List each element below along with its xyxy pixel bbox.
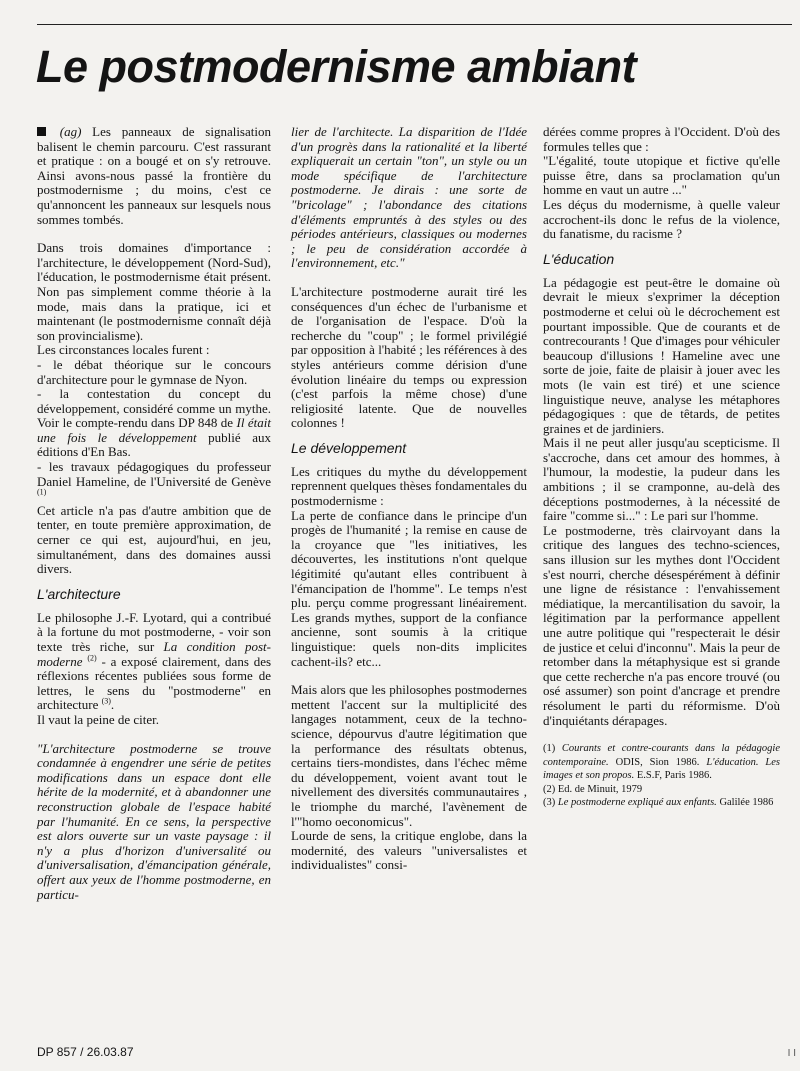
column-2 [291,125,527,873]
issue-footer: DP 857 / 26.03.87 [37,1045,134,1059]
column-1 [37,125,271,902]
lyotard-quote-continued: lier de l'architecte. La disparition de l'Idée d'un progrès dans la rationalité et la liberté expliquerait un certain "ton", un style ou un mode spécifique de l'architecture postmoderne. Je dirais : une sorte de "bricolage" ; l'abondance des citations d'éléments empruntés à des styles ou des périodes antérieurs, classiques ou modernes ; le peu de considération accordée à l'environnement, etc." [291,124,527,271]
paragraph: Les circonstances locales furent : [37,342,210,358]
book-title: Il était une fois le développement [37,415,271,445]
paragraph: Dans trois domaines d'importance : l'architecture, le développement (Nord-Sud), l'éducation, le postmodernisme était présent. Non pas simplement comme théorie à la mode, mais dans la pratique, ici et maintenant (le postmodernisme connaît déjà son provincialisme). [37,240,271,343]
paragraph: Mais alors que les philosophes postmodernes mettent l'accent sur la multiplicité des langages notamment, ceux de la techno-science, dépourvus d'autre légitimation que la performance des résultats obtenus, certains tiers-mondistes, dans l'échec même du développement, voient avant tout le nivellement des diversités communautaires , le triomphe du marché, l'avènement de l'"homo oeconomicus". [291,682,527,829]
list-item: - le débat théorique sur le concours d'architecture pour le gymnase de Nyon. [37,356,271,387]
paragraph: Les critiques du mythe du développement reprennent quelques thèses fondamentales du postmodernisme : [291,463,527,509]
book-title: La condition post-moderne [37,639,272,669]
section-heading-architecture: L'architecture [37,585,121,602]
paragraph: La pédagogie est peut-être le domaine où devrait le mieux s'exprimer la déception postmoderne et celui où le décrochement est pourtant impossible. Que de courants et de contrecourants ! Que d'images pour véhiculer beaucoup d'illusions ! Hameline avec une sorte de joie, faite de plaisir à jouer avec les mots (le vain est tiré) et une science linguistique neuve, analyse les métaphores pédagogiques : que de têtards, de petites graines et de jardiniers. [543,274,780,436]
footnote-2: (2) Ed. de Minuit, 1979 [543,783,643,795]
section-heading-development: Le développement [291,439,407,456]
paragraph: Il vaut la peine de citer. [37,711,160,727]
footnote-ref: (2) [87,653,97,663]
paragraph: Le postmoderne, très clairvoyant dans la critique des langues des techno-sciences, sans illusion sur les mythes dont l'Occident s'est nourri, cherche désespérément à définir une ligne de résistance : l'envahissement médiatique, la mercantilisation du savoir, la légitimation par la performance appellent une autre politique qui "respecterait le désir de justice et celui d'inconnu". Mais la peur de retomber dans la métaphysique est si grande que cette recherche n'a pas encore trouvé (ou osé assumer) son point d'ancrage et prendre résolument le parti du réformisme. D'où d'inquiétants dérapages. [543,522,780,728]
list-item: - les travaux pédagogiques du professeur Daniel Hameline, de l'Université de Genève $^{(1)}$ [37,459,271,497]
intro-paragraph [37,125,271,227]
paragraph: Le philosophe J.-F. Lyotard, qui a contribué à la fortune du mot postmoderne, - voir son texte très riche, sur La condition post-moderne $^{(2)}$ - a exposé clairement, dans des réflexions récentes publiées sous forme de lettres, le sens du "postmoderne" en architecture $^{(3)}$. [37,609,272,713]
paragraph: Lourde de sens, la critique englobe, dans la modernité, des valeurs "universalistes et individualistes" consi- [291,828,527,873]
footnotes [543,742,780,810]
top-rule [37,24,792,25]
footnote-ref: (3) [101,697,111,707]
lyotard-quote: "L'architecture postmoderne se trouve condamnée à engendrer une série de petites modifications dans un espace dont elle hérite de la modernité, et à abandonner une reconstruction globale de l'espace habité par l'humanité. En ce sens, la perspective est alors ouverte sur un vaste paysage : il n'y a plus d'horizon d'universalité ou d'universalisation, d'émancipation générale, offert aux yeux de l'homme postmoderne, en particu- [37,740,271,902]
paragraph: Mais il ne peut aller jusqu'au scepticisme. Il s'accroche, dans cet amour des hommes, à l'humour, la modestie, la pudeur dans les ambitions ; il se cramponne, au-delà des déceptions postmodernes, à la nécessité de faire "comme si..." : Le pari sur l'homme. [543,435,780,524]
quote: "L'égalité, toute utopique et fictive qu'elle puisse être, dans sa proclamation qu'un homme en vaut un autre ..." [543,153,780,198]
section-heading-education: L'éducation [543,250,615,267]
square-bullet-icon [37,127,46,136]
footnote-ref: (1) [37,487,47,497]
footnote-3: (3) Le postmoderne expliqué aux enfants. Galilée 1986 [543,797,774,809]
intro-text: Les panneaux de signalisation balisent le chemin parcouru. C'est rassurant et pratique : on a bougé et on s'y retrouve. Ainsi avons-nous passé la frontière du postmodernisme ; du moins, c'est ce qu'annoncent les panneaux sur lesquels nous sommes tombés. [37,124,271,227]
footnote-1: (1) Courants et contre-courants dans la pédagogie contemporaine. ODIS, Sion 1986. L'éducation. Les images et son propos. E.S.F, Paris 1986. [543,743,781,782]
article-title: Le postmodernisme ambiant [36,41,637,92]
column-3 [543,125,780,810]
paragraph: La perte de confiance dans le principe d'un progès de l'humanité ; la remise en cause de la croyance que "les initiatives, les découvertes, les institutions n'ont quelque légitimité qu'autant elles contribuent à l'émancipation de l'homme". Le temps n'est plu. perçu comme progressant linéairement. Les grands mythes, support de la confiance ancienne, sont soumis à la critique linguistique: quels non-dits implicites cachent-ils? etc... [291,507,527,669]
author-initials: (ag) [59,124,82,139]
paragraph: Les déçus du modernisme, à quelle valeur accrochent-ils donc le refus de la violence, du fanatisme, du racisme ? [543,196,780,242]
paragraph: Cet article n'a pas d'autre ambition que de tenter, en toute première approximation, de cerner ce qui est, aujourd'hui, en jeu, simultanément, dans des domaines aussi divers. [37,502,271,577]
page-edge-mark: I I [787,1048,796,1059]
paragraph: L'architecture postmoderne aurait tiré les conséquences d'un échec de l'urbanisme et de l'organisation de l'espace. D'où la recherche du "coup" ; le formel privilégié par opposition à l'habité ; les références à des styles antérieurs comme dérision d'une évolution linéaire du temps ou expression (c'est parfois la même chose) d'une religiosité latente. Que de nouvelles colonnes ! [291,283,527,431]
list-item: - la contestation du concept du développement, considéré comme un mythe. Voir le compte-rendu dans DP 848 de Il était une fois le développement publié aux éditions d'En Bas. [37,386,272,460]
paragraph: dérées comme propres à l'Occident. D'où des formules telles que : [543,124,780,154]
